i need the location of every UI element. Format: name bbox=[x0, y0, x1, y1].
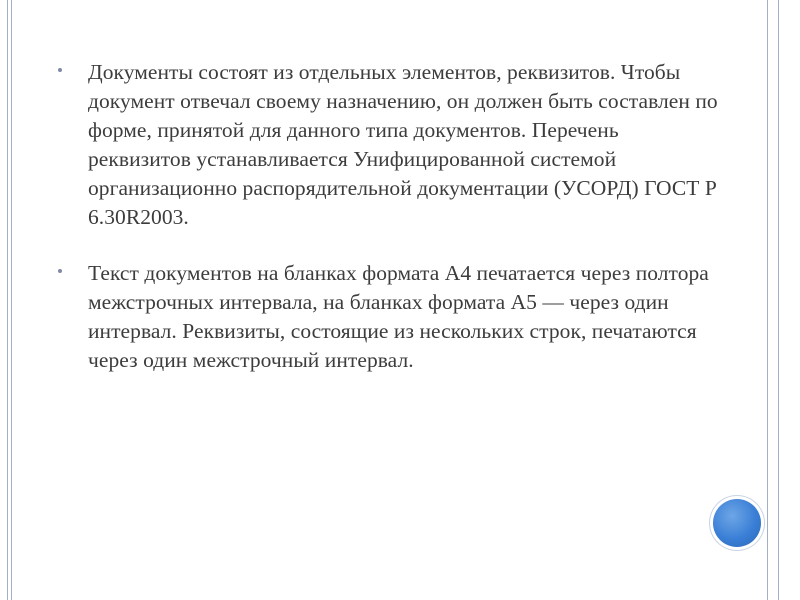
bullet-text: Документы состоят из отдельных элементов, реквизитов. Чтобы документ отвечал своему назначению, он должен быть составлен по форме, принятой для данного типа документов. Перечень реквизитов устанавливается Унифицированной системой организационно распорядительной документации (УСОРД) ГОСТ Р 6.30R2003. bbox=[88, 60, 718, 229]
bullet-list bbox=[58, 58, 718, 402]
bullet-icon bbox=[58, 68, 62, 72]
blue-circle-icon[interactable] bbox=[713, 499, 761, 547]
bullet-icon bbox=[58, 269, 62, 273]
left-frame-border bbox=[7, 0, 12, 600]
list-item bbox=[58, 259, 718, 375]
right-frame-border bbox=[767, 0, 779, 600]
bullet-text: Текст документов на бланках формата А4 печатается через полтора межстрочных интервала, на бланках формата А5 — через один интервал. Реквизиты, состоящие из нескольких строк, печатаются через один межстрочный интервал. bbox=[88, 261, 709, 372]
list-item bbox=[58, 58, 718, 232]
